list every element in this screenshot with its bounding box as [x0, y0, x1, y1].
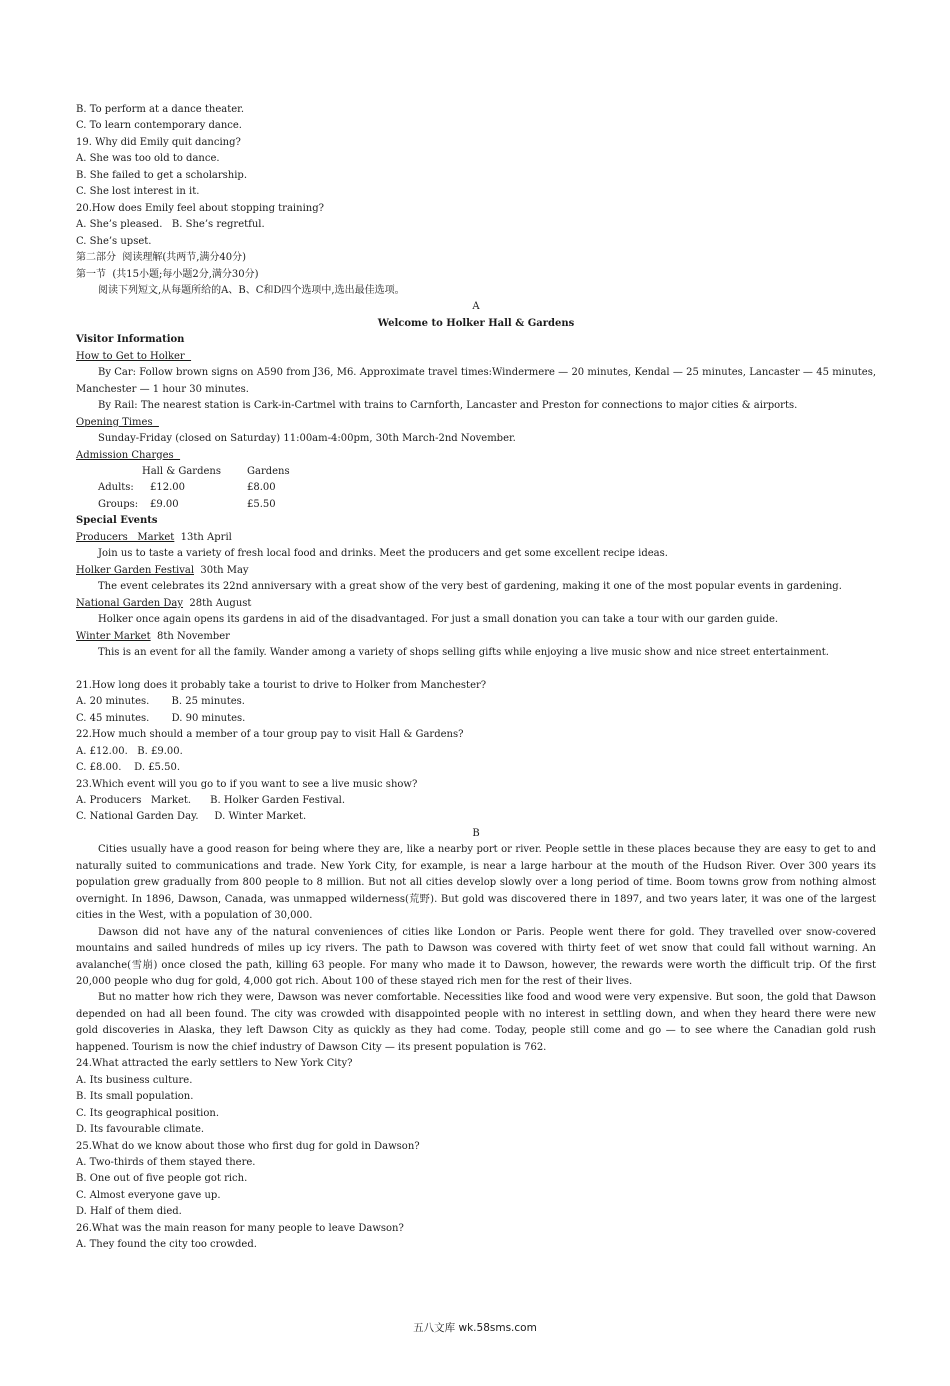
- event-date: 28th August: [183, 597, 252, 609]
- q25-option: B. One out of five people got rich.: [76, 1173, 248, 1185]
- q19-option-a: A. She was too old to dance.: [76, 153, 220, 165]
- charges-row-adults: [76, 480, 876, 496]
- event-heading: [76, 530, 876, 546]
- how-to-get-heading: How to Get to Holker: [76, 350, 192, 362]
- q22-options: A. £12.00. B. £9.00.: [76, 745, 183, 757]
- q20-option-c: C. She’s upset.: [76, 235, 152, 247]
- charges-hall: £9.00: [150, 498, 179, 510]
- q21-stem: 21.How long does it probably take a tourist to drive to Holker from Manchester?: [76, 679, 487, 691]
- charges-header-row: [76, 464, 876, 480]
- exam-page: [76, 102, 876, 1254]
- q25-option: D. Half of them died.: [76, 1206, 182, 1218]
- q18-option-c: C. To learn contemporary dance.: [76, 120, 242, 132]
- event-desc: Holker once again opens its gardens in aid of the disadvantaged. For just a small donation you can take a tour with our garden guide.: [98, 614, 779, 626]
- event-heading: [76, 563, 876, 579]
- part2-title: 第二部分 阅读理解(共两节,满分40分): [76, 252, 247, 264]
- q24-option: D. Its favourable climate.: [76, 1124, 205, 1136]
- charges-label: Groups:: [98, 498, 139, 510]
- charges-label: Adults:: [98, 482, 134, 494]
- event-name: Winter Market: [76, 630, 151, 642]
- q20-options-ab: A. She’s pleased. B. She’s regretful.: [76, 219, 265, 231]
- section1-title: 第一节 (共15小题;每小题2分,满分30分): [76, 268, 259, 280]
- passage-b-letter: B: [472, 827, 480, 839]
- by-car-text: By Car: Follow brown signs on A590 from J36, M6. Approximate travel times:Windermere — 20 minutes, Kendal — 25 minutes, Lancaster — 45 minutes, Manchester — 1 hour 30 minutes.: [76, 367, 876, 395]
- event-name: Holker Garden Festival: [76, 564, 195, 576]
- q19-option-c: C. She lost interest in it.: [76, 186, 200, 198]
- q22-stem: 22.How much should a member of a tour group pay to visit Hall & Gardens?: [76, 729, 464, 741]
- event-desc: This is an event for all the family. Wander among a variety of shops selling gifts while enjoying a live music show and nice street entertainment.: [98, 646, 829, 658]
- q25-option: C. Almost everyone gave up.: [76, 1189, 221, 1201]
- q24-option: B. Its small population.: [76, 1091, 194, 1103]
- q25-stem: 25.What do we know about those who first dug for gold in Dawson?: [76, 1140, 420, 1152]
- opening-times-heading: Opening Times: [76, 416, 159, 428]
- event-date: 13th April: [174, 531, 232, 543]
- q23-options: C. National Garden Day. D. Winter Market.: [76, 811, 307, 823]
- section1-instruction: 阅读下列短文,从每题所给的A、B、C和D四个选项中,选出最佳选项。: [98, 284, 405, 296]
- event-name: National Garden Day: [76, 597, 184, 609]
- passage-b-paragraph: But no matter how rich they were, Dawson was never comfortable. Necessities like food and wood were very expensive. But soon, the gold that Dawson depended on had all been found. The city was crowded with disappointed people with no interest in settling down, and when they heard there were new gold discoveries in Alaska, they left Dawson City as quickly as they had come. Today, people still come and go — to see where the Canadian gold rush happened. Tourism is now the chief industry of Dawson City — its present population is 762.: [76, 992, 876, 1053]
- q19-option-b: B. She failed to get a scholarship.: [76, 169, 248, 181]
- passage-b-paragraph: Cities usually have a good reason for being where they are, like a nearby port or river. People settle in these places because they are easy to get to and naturally suited to communications and trade. New York City, for example, is near a large harbour at the mouth of the Hudson River. Over 300 years its population grew gradually from 800 people to 8 million. But not all cities develop slowly over a long period of time. Boom towns grow from nothing almost overnight. In 1896, Dawson, Canada, was unmapped wilderness(荒野). But gold was discovered there in 1897, and two years later, it was one of the largest cities in the West, with a population of 30,000.: [76, 844, 876, 922]
- charges-row-groups: [76, 497, 876, 513]
- q25-option: A. Two-thirds of them stayed there.: [76, 1156, 256, 1168]
- event-desc: Join us to taste a variety of fresh local food and drinks. Meet the producers and get some excellent recipe ideas.: [98, 548, 668, 560]
- event-date: 30th May: [194, 564, 249, 576]
- event-name: Producers Market: [76, 531, 175, 543]
- q24-stem: 24.What attracted the early settlers to New York City?: [76, 1058, 353, 1070]
- q26-option: A. They found the city too crowded.: [76, 1239, 257, 1251]
- q22-options: C. £8.00. D. £5.50.: [76, 762, 180, 774]
- footer-watermark[interactable]: 五八文库 wk.58sms.com: [413, 1322, 537, 1334]
- passage-a-title: Welcome to Holker Hall & Gardens: [377, 317, 575, 329]
- by-rail-text: By Rail: The nearest station is Cark-in-Cartmel with trains to Carnforth, Lancaster and Preston for connections to major cities & airports.: [98, 400, 798, 412]
- q24-option: C. Its geographical position.: [76, 1107, 220, 1119]
- opening-times-text: Sunday-Friday (closed on Saturday) 11:00am-4:00pm, 30th March-2nd November.: [98, 433, 516, 445]
- special-events-heading: Special Events: [76, 515, 158, 527]
- q18-option-b: B. To perform at a dance theater.: [76, 104, 244, 115]
- admission-heading: Admission Charges: [76, 449, 181, 461]
- passage-b-paragraph: Dawson did not have any of the natural conveniences of cities like London or Paris. People went there for gold. They travelled over snow-covered mountains and sailed hundreds of miles up icy rivers. The path to Dawson was covered with thirty feet of wet snow that could fall without warning. An avalanche(雪崩) once closed the path, killing 63 people. For many who made it to Dawson, however, the rewards were worth the difficult trip. Of the first 20,000 people who dug for gold, 4,000 got rich. About 100 of these stayed rich men for the rest of their lives.: [76, 926, 876, 987]
- charges-gardens: £8.00: [247, 482, 276, 494]
- event-heading: [76, 596, 876, 612]
- q24-option: A. Its business culture.: [76, 1074, 193, 1086]
- q23-stem: 23.Which event will you go to if you want to see a live music show?: [76, 778, 418, 790]
- passage-a-letter: A: [472, 301, 480, 313]
- visitor-info-heading: Visitor Information: [76, 334, 185, 346]
- q23-options: A. Producers Market. B. Holker Garden Festival.: [76, 795, 346, 807]
- event-date: 8th November: [150, 630, 230, 642]
- event-desc: The event celebrates its 22nd anniversary with a great show of the very best of gardening, making it one of the most popular events in gardening.: [98, 581, 842, 593]
- spacer: [76, 661, 876, 677]
- charges-gardens: £5.50: [247, 498, 276, 510]
- q19-stem: 19. Why did Emily quit dancing?: [76, 136, 241, 148]
- charges-col-hall: Hall & Gardens: [142, 465, 221, 477]
- charges-col-gardens: Gardens: [247, 465, 290, 477]
- q21-options: C. 45 minutes. D. 90 minutes.: [76, 712, 246, 724]
- q20-stem: 20.How does Emily feel about stopping training?: [76, 202, 324, 214]
- q26-stem: 26.What was the main reason for many people to leave Dawson?: [76, 1222, 404, 1234]
- charges-hall: £12.00: [150, 482, 185, 494]
- event-heading: [76, 629, 876, 645]
- q21-options: A. 20 minutes. B. 25 minutes.: [76, 696, 245, 708]
